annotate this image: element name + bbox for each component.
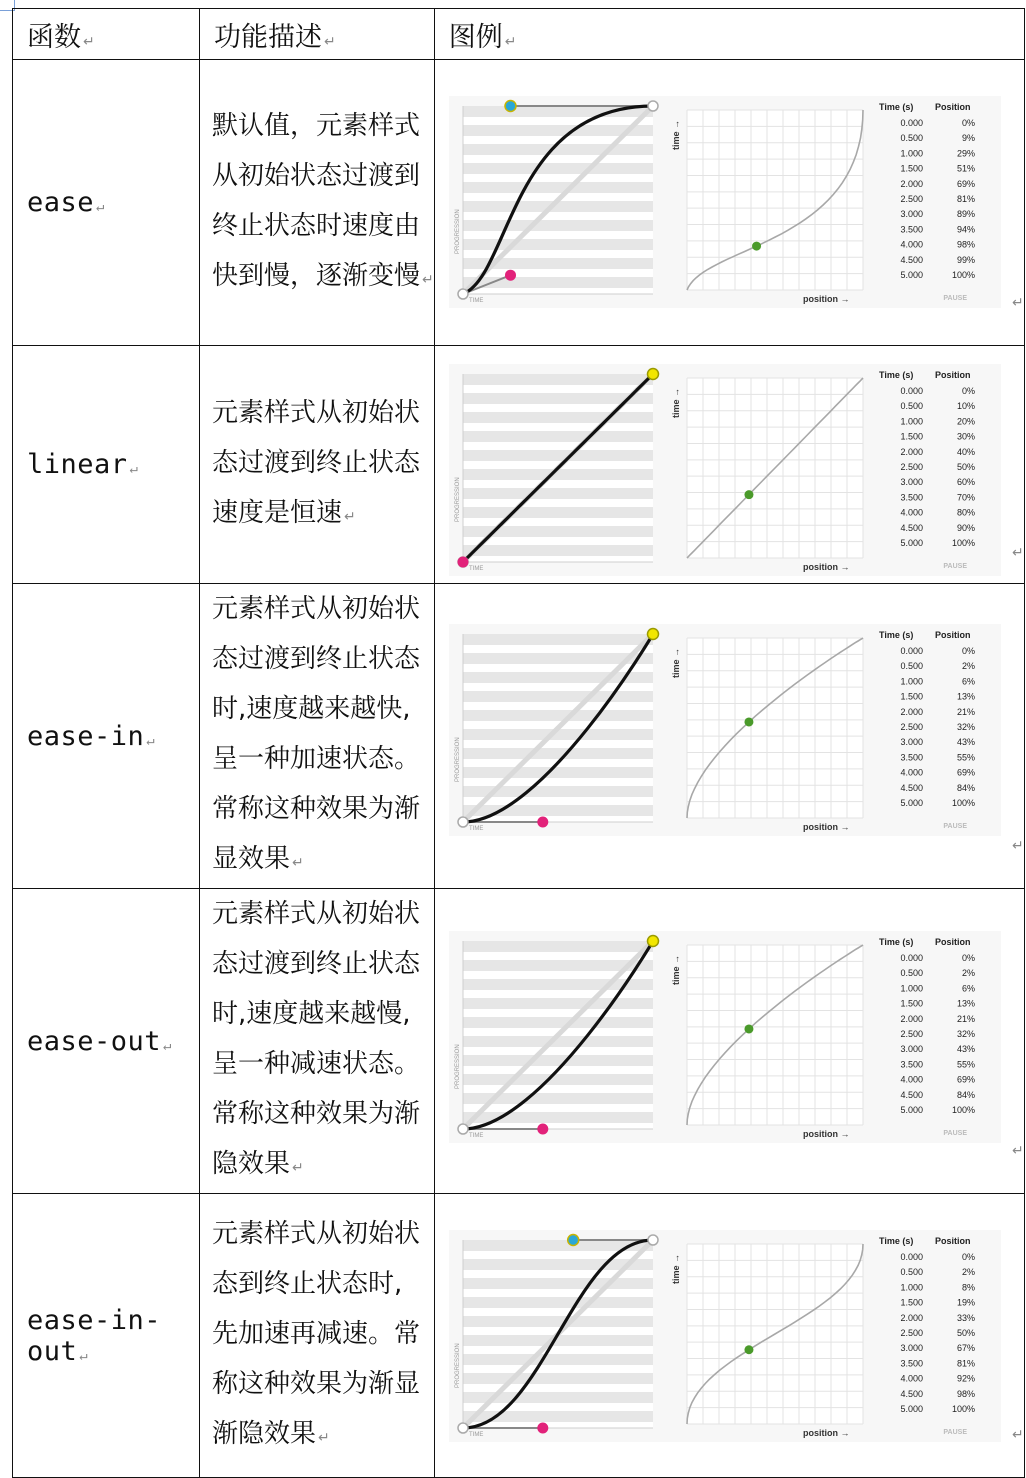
easing-figure-svg <box>449 96 1001 308</box>
table-header-row <box>13 9 1025 60</box>
curve-stripe <box>463 163 653 174</box>
control-point-1 <box>537 1124 548 1135</box>
position-value: 69% <box>956 1074 975 1085</box>
pause-button-label: PAUSE <box>943 1429 967 1436</box>
time-value: 3.000 <box>900 209 923 220</box>
easing-figure <box>449 1230 1001 1446</box>
time-value: 0.000 <box>900 118 923 128</box>
easing-table <box>12 8 1025 1478</box>
paragraph-mark: ↵ <box>1012 1143 1024 1159</box>
description-text: 元素样式从初始状 <box>212 1218 421 1249</box>
position-column-header: Position <box>934 370 971 380</box>
curve-stripe <box>463 182 653 193</box>
time-value: 0.000 <box>900 1252 923 1262</box>
position-value: 55% <box>956 1059 975 1070</box>
illustration-cell <box>434 346 1024 584</box>
easing-figure-svg <box>449 931 1001 1143</box>
position-value: 98% <box>956 1388 975 1399</box>
paragraph-mark: ↵ <box>1012 295 1024 311</box>
paragraph-mark: ↵ <box>292 1160 304 1176</box>
table-row <box>13 60 1025 346</box>
description-text: 隐效果 <box>212 1149 291 1179</box>
description-text: 态过渡到终止状态 <box>212 644 421 674</box>
curve-stripe <box>463 767 653 778</box>
curve-stripe <box>463 545 653 556</box>
description-text: 元素样式从初始状 <box>212 899 421 929</box>
position-value: 99% <box>956 254 975 265</box>
pause-button-label: PAUSE <box>943 295 967 302</box>
time-value: 1.500 <box>900 1297 923 1308</box>
position-value: 90% <box>956 522 975 533</box>
control-point-2 <box>505 101 516 112</box>
description-line <box>212 151 434 201</box>
easing-figure-svg <box>449 624 1001 836</box>
progression-label: PROGRESSION <box>454 209 461 254</box>
position-value: 21% <box>956 706 975 717</box>
position-value: 50% <box>956 462 975 472</box>
description-line <box>212 251 434 305</box>
position-column-header: Position <box>934 630 971 640</box>
time-value: 4.500 <box>900 782 923 793</box>
paragraph-mark: ↵ <box>318 1429 330 1446</box>
paragraph-mark: ↵ <box>79 1347 89 1364</box>
description-text: 常称这种效果为渐 <box>212 794 421 824</box>
curve-stripe <box>463 634 653 645</box>
description-line <box>212 634 434 684</box>
description-text: 态过渡到终止状态 <box>212 447 421 478</box>
time-value: 2.000 <box>900 706 923 717</box>
position-value: 100% <box>951 538 975 548</box>
position-value: 0% <box>961 953 975 963</box>
time-value: 2.000 <box>900 446 923 457</box>
position-value: 0% <box>961 118 975 128</box>
description-line <box>212 1089 434 1139</box>
curve-stripe <box>463 1316 653 1327</box>
function-name-cell <box>13 584 200 889</box>
time-value: 3.500 <box>900 1059 923 1070</box>
position-value: 13% <box>956 691 975 702</box>
curve-start-point <box>458 289 468 299</box>
time-axis-label: time → <box>670 387 681 418</box>
pause-button-label: PAUSE <box>943 563 967 570</box>
curve-stripe <box>463 507 653 518</box>
easing-figure <box>449 96 1001 312</box>
control-point-2 <box>647 629 658 640</box>
time-value: 3.000 <box>900 1343 923 1354</box>
position-value: 19% <box>956 1297 975 1308</box>
time-small-label: TIME <box>468 1432 484 1438</box>
time-value: 4.500 <box>900 1388 923 1399</box>
time-value: 2.500 <box>900 462 923 472</box>
position-value: 32% <box>956 1029 975 1039</box>
time-column-header: Time (s) <box>878 937 914 947</box>
position-value: 81% <box>956 194 975 204</box>
paragraph-mark: ↵ <box>146 732 156 749</box>
curve-start-point <box>458 1423 468 1433</box>
time-value: 2.500 <box>900 1328 923 1338</box>
description-text: 呈一种加速状态。 <box>212 744 421 774</box>
position-value: 43% <box>956 737 975 748</box>
position-value: 0% <box>961 386 975 396</box>
position-value: 100% <box>951 270 975 280</box>
description-text: 时,速度越来越慢, <box>212 999 411 1029</box>
description-line <box>212 488 434 542</box>
description-line <box>212 1409 434 1463</box>
position-value: 80% <box>956 507 975 518</box>
time-value: 1.000 <box>900 416 923 427</box>
description-text: 从初始状态过渡到 <box>212 160 421 191</box>
description-line <box>212 989 434 1039</box>
time-value: 5.000 <box>900 1105 923 1115</box>
time-value: 3.000 <box>900 1044 923 1055</box>
time-small-label: TIME <box>468 826 484 832</box>
position-value: 13% <box>956 998 975 1009</box>
time-value: 4.000 <box>900 1373 923 1384</box>
description-line <box>212 201 434 251</box>
paragraph-mark: ↵ <box>292 855 304 871</box>
easing-figure-svg <box>449 1230 1001 1442</box>
description-line <box>212 784 434 834</box>
time-axis-label: time → <box>670 954 681 985</box>
time-value: 3.500 <box>900 752 923 763</box>
position-value: 84% <box>956 1089 975 1100</box>
time-column-header: Time (s) <box>878 1236 914 1246</box>
position-value: 8% <box>961 1282 975 1293</box>
time-axis-label: time → <box>670 647 681 678</box>
illustration-cell <box>434 889 1024 1194</box>
paragraph-mark: ↵ <box>422 271 434 288</box>
position-value: 69% <box>956 767 975 778</box>
position-value: 100% <box>951 1105 975 1115</box>
curve-stripe <box>463 998 653 1009</box>
time-value: 4.000 <box>900 1074 923 1085</box>
time-value: 3.500 <box>900 224 923 235</box>
paragraph-mark: ↵ <box>163 1037 172 1054</box>
position-value: 2% <box>961 1267 975 1278</box>
position-value: 50% <box>956 1328 975 1338</box>
time-value: 5.000 <box>900 1404 923 1414</box>
position-value: 81% <box>956 1358 975 1369</box>
time-value: 5.000 <box>900 538 923 548</box>
position-value: 6% <box>961 676 975 687</box>
easing-figure-svg <box>449 364 1001 576</box>
time-value: 1.000 <box>900 148 923 159</box>
time-value: 1.500 <box>900 163 923 174</box>
position-value: 70% <box>956 492 975 503</box>
curve-stripe <box>463 941 653 952</box>
function-name: ease-in-out <box>27 1304 162 1367</box>
position-value: 30% <box>956 431 975 442</box>
position-value: 43% <box>956 1044 975 1055</box>
curve-stripe <box>463 691 653 702</box>
position-value: 2% <box>961 968 975 979</box>
illustration-cell <box>434 1194 1024 1478</box>
description-line <box>212 1259 434 1309</box>
progression-label: PROGRESSION <box>454 737 461 782</box>
current-position-dot <box>744 490 753 499</box>
position-axis-label: position → <box>802 294 850 304</box>
illustration-cell <box>434 584 1024 889</box>
description-text: 快到慢，逐渐变慢 <box>212 260 421 291</box>
time-value: 4.000 <box>900 239 923 250</box>
control-point-2 <box>647 369 658 380</box>
description-line <box>212 889 434 939</box>
time-value: 3.000 <box>900 737 923 748</box>
time-value: 0.500 <box>900 401 923 412</box>
description-line <box>212 834 434 888</box>
current-position-dot <box>744 1345 753 1354</box>
easing-figure <box>449 364 1001 580</box>
description-line <box>212 1039 434 1089</box>
position-value: 100% <box>951 798 975 808</box>
position-value: 94% <box>956 224 975 235</box>
curve-stripe <box>463 239 653 250</box>
position-axis-label: position → <box>802 822 850 832</box>
position-value: 33% <box>956 1312 975 1323</box>
curve-stripe <box>463 1354 653 1365</box>
description-text: 态到终止状态时, <box>212 1268 403 1299</box>
position-column-header: Position <box>934 1236 971 1246</box>
time-value: 1.000 <box>900 1282 923 1293</box>
curve-stripe <box>463 710 653 721</box>
control-point-2 <box>647 936 658 947</box>
time-value: 5.000 <box>900 270 923 280</box>
description-line <box>212 584 434 634</box>
curve-stripe <box>463 412 653 423</box>
time-value: 1.500 <box>900 998 923 1009</box>
pause-button-label: PAUSE <box>943 823 967 830</box>
position-value: 40% <box>956 446 975 457</box>
position-value: 21% <box>956 1013 975 1024</box>
time-small-label: TIME <box>468 1133 484 1139</box>
time-value: 4.500 <box>900 1089 923 1100</box>
position-column-header: Position <box>934 937 971 947</box>
table-row <box>13 584 1025 889</box>
time-value: 2.500 <box>900 722 923 732</box>
curve-stripe <box>463 488 653 499</box>
time-value: 1.500 <box>900 691 923 702</box>
position-value: 0% <box>961 646 975 656</box>
control-point-1 <box>537 1423 548 1434</box>
position-plot-panel <box>687 638 863 818</box>
curve-stripe <box>463 144 653 155</box>
description-line <box>212 1139 434 1193</box>
time-value: 5.000 <box>900 798 923 808</box>
position-value: 10% <box>956 401 975 412</box>
description-text: 态过渡到终止状态 <box>212 949 421 979</box>
description-text: 默认值，元素样式 <box>212 110 421 141</box>
table-row <box>13 889 1025 1194</box>
description-text: 元素样式从初始状 <box>212 594 421 624</box>
curve-stripe <box>463 1278 653 1289</box>
time-value: 0.000 <box>900 646 923 656</box>
description-text: 呈一种减速状态。 <box>212 1049 421 1079</box>
paragraph-mark: ↵ <box>129 461 139 477</box>
time-value: 4.000 <box>900 507 923 518</box>
position-axis-label: position → <box>802 1428 850 1438</box>
time-value: 0.500 <box>900 133 923 144</box>
description-text: 称这种效果为渐显 <box>212 1368 421 1399</box>
curve-stripe <box>463 220 653 231</box>
position-value: 89% <box>956 209 975 220</box>
time-axis-label: time → <box>670 119 681 150</box>
description-cell <box>200 346 435 584</box>
position-value: 29% <box>956 148 975 159</box>
time-value: 4.000 <box>900 767 923 778</box>
control-point-1 <box>537 817 548 828</box>
time-value: 4.500 <box>900 522 923 533</box>
time-value: 3.500 <box>900 1358 923 1369</box>
illustration-cell <box>434 60 1024 346</box>
time-value: 0.500 <box>900 1267 923 1278</box>
description-line <box>212 734 434 784</box>
position-value: 9% <box>961 133 975 144</box>
position-plot-panel <box>687 945 863 1125</box>
position-column-header: Position <box>934 102 971 112</box>
curve-stripe <box>463 748 653 759</box>
curve-stripe <box>463 374 653 385</box>
curve-stripe <box>463 450 653 461</box>
time-value: 2.000 <box>900 1013 923 1024</box>
time-value: 0.000 <box>900 953 923 963</box>
table-row <box>13 1194 1025 1478</box>
time-value: 3.000 <box>900 477 923 488</box>
time-value: 1.000 <box>900 676 923 687</box>
time-value: 0.500 <box>900 968 923 979</box>
time-small-label: TIME <box>468 298 484 304</box>
current-position-dot <box>752 242 761 251</box>
easing-figure <box>449 931 1001 1147</box>
time-column-header: Time (s) <box>878 102 914 112</box>
time-value: 4.500 <box>900 254 923 265</box>
description-line <box>212 101 434 151</box>
position-value: 60% <box>956 477 975 488</box>
time-value: 0.000 <box>900 386 923 396</box>
curve-stripe <box>463 431 653 442</box>
position-axis-label: position → <box>802 1129 850 1139</box>
position-axis-label: position → <box>802 562 850 572</box>
paragraph-mark: ↵ <box>1012 1427 1024 1443</box>
curve-start-point <box>458 1124 468 1134</box>
description-cell <box>200 1194 435 1478</box>
header-function: 函数 ↵ <box>13 9 200 60</box>
time-value: 1.000 <box>900 983 923 994</box>
position-value: 55% <box>956 752 975 763</box>
curve-end-point <box>648 1235 658 1245</box>
time-value: 2.000 <box>900 1312 923 1323</box>
curve-stripe <box>463 1074 653 1085</box>
curve-stripe <box>463 1017 653 1028</box>
control-point-1 <box>457 557 468 568</box>
header-illustration: 图例 ↵ <box>434 9 1024 60</box>
description-cell <box>200 60 435 346</box>
progression-label: PROGRESSION <box>454 477 461 522</box>
time-value: 2.000 <box>900 178 923 189</box>
easing-figure <box>449 624 1001 840</box>
time-value: 3.500 <box>900 492 923 503</box>
function-name: ease <box>27 187 95 218</box>
current-position-dot <box>744 717 753 726</box>
function-name: linear <box>27 449 128 480</box>
curve-end-point <box>648 101 658 111</box>
description-text: 速度是恒速 <box>212 497 343 528</box>
time-value: 0.500 <box>900 661 923 672</box>
control-point-2 <box>567 1235 578 1246</box>
time-value: 1.500 <box>900 431 923 442</box>
position-value: 100% <box>951 1404 975 1414</box>
description-text: 显效果 <box>212 844 291 874</box>
description-cell <box>200 889 435 1194</box>
function-name: ease-in <box>27 720 145 752</box>
progression-label: PROGRESSION <box>454 1343 461 1388</box>
curve-stripe <box>463 1297 653 1308</box>
position-plot-panel <box>687 110 863 290</box>
function-name-cell <box>13 1194 200 1478</box>
time-column-header: Time (s) <box>878 630 914 640</box>
position-value: 69% <box>956 178 975 189</box>
description-text: 渐隐效果 <box>212 1418 317 1449</box>
description-line <box>212 684 434 734</box>
function-name-cell <box>13 60 200 346</box>
time-axis-label: time → <box>670 1253 681 1284</box>
position-value: 2% <box>961 661 975 672</box>
description-line <box>212 388 434 438</box>
progression-label: PROGRESSION <box>454 1044 461 1089</box>
description-text: 元素样式从初始状 <box>212 397 421 428</box>
description-text: 先加速再减速。常 <box>212 1318 421 1349</box>
position-value: 51% <box>956 163 975 174</box>
position-value: 20% <box>956 416 975 427</box>
time-value: 2.500 <box>900 194 923 204</box>
paragraph-mark: ↵ <box>1012 838 1024 854</box>
description-cell <box>200 584 435 889</box>
position-value: 6% <box>961 983 975 994</box>
position-value: 32% <box>956 722 975 732</box>
position-value: 92% <box>956 1373 975 1384</box>
header-description: 功能描述 ↵ <box>200 9 435 60</box>
position-value: 98% <box>956 239 975 250</box>
paragraph-mark: ↵ <box>344 508 356 525</box>
time-small-label: TIME <box>468 566 484 572</box>
position-value: 67% <box>956 1343 975 1354</box>
function-name: ease-out <box>27 1025 162 1057</box>
description-line <box>212 1209 434 1259</box>
position-value: 0% <box>961 1252 975 1262</box>
curve-stripe <box>463 1055 653 1066</box>
curve-stripe <box>463 1373 653 1384</box>
function-name-cell <box>13 889 200 1194</box>
curve-start-point <box>458 817 468 827</box>
position-value: 84% <box>956 782 975 793</box>
function-name-cell <box>13 346 200 584</box>
description-line <box>212 1309 434 1359</box>
time-column-header: Time (s) <box>878 370 914 380</box>
table-row <box>13 346 1025 584</box>
description-line <box>212 939 434 989</box>
paragraph-mark: ↵ <box>1012 545 1024 561</box>
description-text: 时,速度越来越快, <box>212 694 411 724</box>
description-text: 终止状态时速度由 <box>212 210 421 241</box>
time-value: 2.500 <box>900 1029 923 1039</box>
pause-button-label: PAUSE <box>943 1130 967 1137</box>
description-text: 常称这种效果为渐 <box>212 1099 421 1129</box>
description-line <box>212 438 434 488</box>
current-position-dot <box>744 1024 753 1033</box>
control-point-1 <box>505 270 516 281</box>
paragraph-mark: ↵ <box>96 199 105 215</box>
description-line <box>212 1359 434 1409</box>
